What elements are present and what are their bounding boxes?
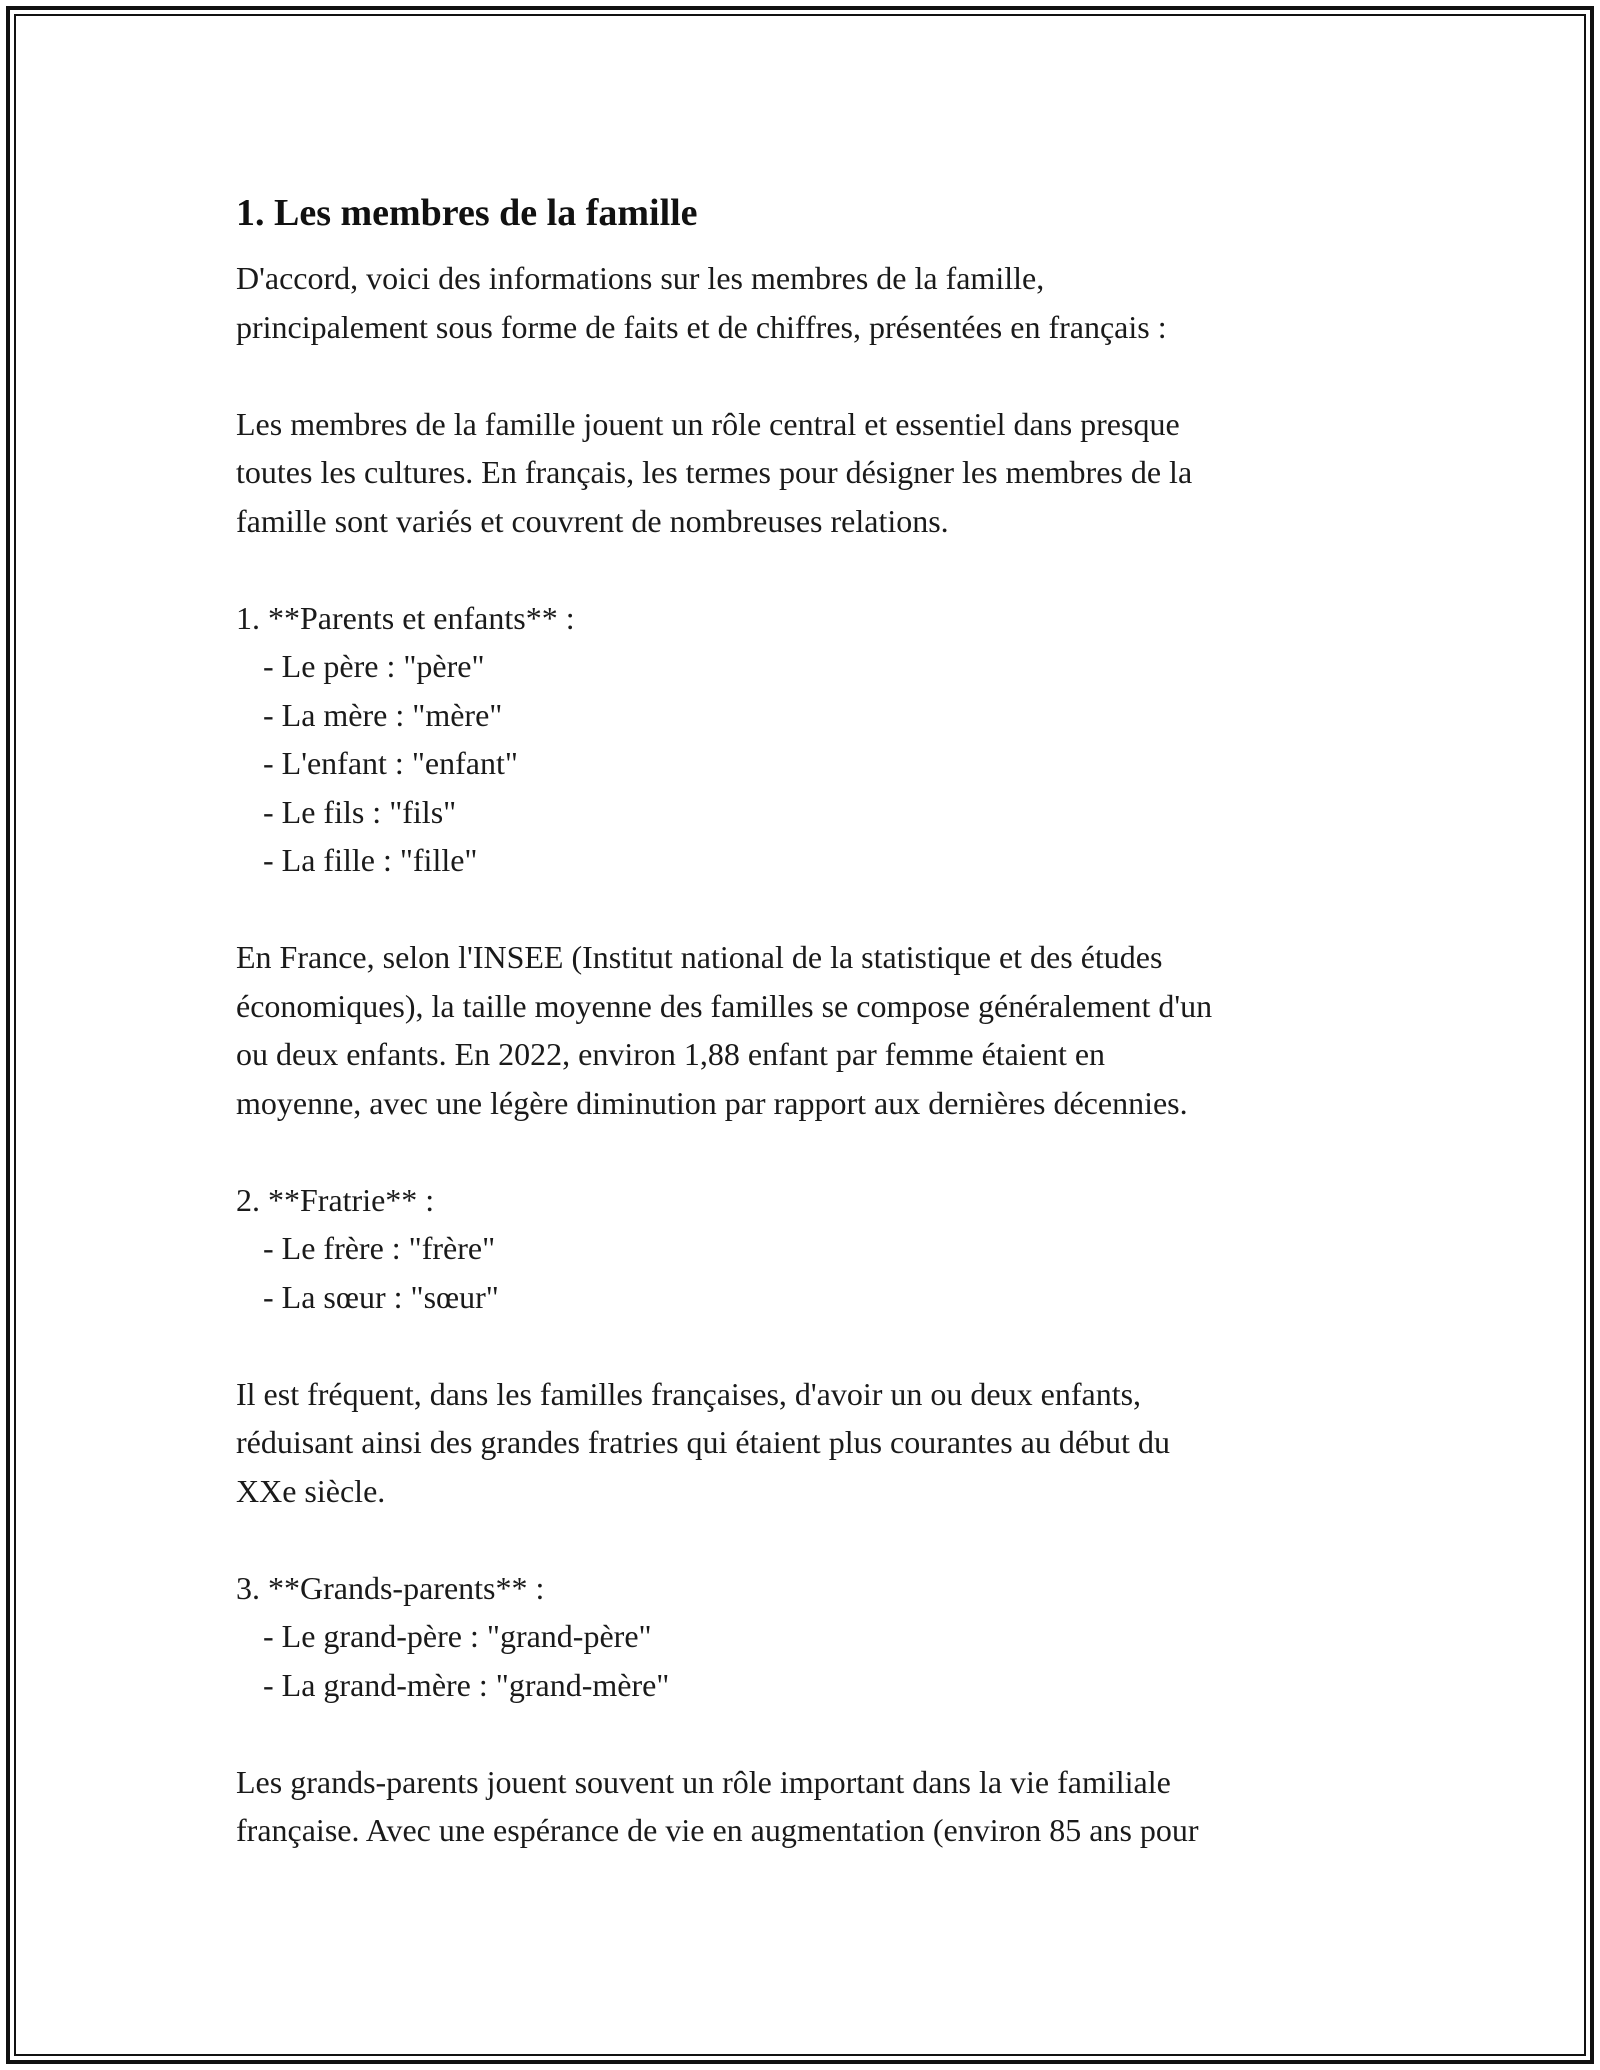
section-title: 3. **Grands-parents** : [236, 1569, 545, 1606]
paragraph-spacer [236, 1515, 1396, 1564]
list-item: - La grand-mère : "grand-mère" [263, 1666, 670, 1703]
section-title: 2. **Fratrie** : [236, 1181, 435, 1218]
list-item: - Le grand-père : "grand-père" [263, 1618, 652, 1654]
section-title: 1. **Parents et enfants** : [236, 599, 575, 636]
paragraph-spacer [236, 1709, 1396, 1758]
list-item: - La fille : "fille" [263, 842, 478, 878]
intro-paragraph: D'accord, voici des informations sur les membres de la famille, principalement sous forme de faits et de chiffres, présentées en français : [236, 260, 1167, 345]
paragraph-spacer [236, 1127, 1396, 1176]
document-body [236, 186, 1396, 1855]
list-item: - L'enfant : "enfant" [263, 745, 518, 781]
section-grandparents [236, 1564, 1396, 1710]
list-item: - La mère : "mère" [263, 696, 503, 733]
paragraph-spacer [236, 885, 1396, 934]
family-roles-paragraph: Les membres de la famille jouent un rôle central et essentiel dans presque toutes les cultures. En français, les termes pour désigner les membres de la famille sont variés et couvrent de nombreuses relations. [236, 405, 1193, 539]
section-siblings [236, 1176, 1396, 1322]
paragraph-spacer [236, 545, 1396, 594]
page-title: 1. Les membres de la famille [236, 192, 698, 234]
list-item: - La sœur : "sœur" [263, 1278, 499, 1315]
section-parents-children [236, 594, 1396, 885]
insee-statistics-paragraph: En France, selon l'INSEE (Institut national de la statistique et des études économiques), la taille moyenne des familles se compose généralement d'un ou deux enfants. En 2022, environ 1,88 enfant par femme étaient en moyenne, avec une légère diminution par rapport aux dernières décennies. [236, 939, 1213, 1121]
paragraph-spacer [236, 351, 1396, 400]
list-item: - Le frère : "frère" [263, 1230, 496, 1266]
list-item: - Le fils : "fils" [263, 793, 457, 830]
siblings-paragraph: Il est fréquent, dans les familles françaises, d'avoir un ou deux enfants, réduisant ainsi des grandes fratries qui étaient plus courantes au début du XXe siècle. [236, 1375, 1170, 1509]
list-item: - Le père : "père" [263, 648, 485, 684]
paragraph-spacer [236, 1321, 1396, 1370]
grandparents-paragraph: Les grands-parents jouent souvent un rôle important dans la vie familiale française. Avec une espérance de vie en augmentation (environ 85 ans pour [236, 1763, 1199, 1848]
